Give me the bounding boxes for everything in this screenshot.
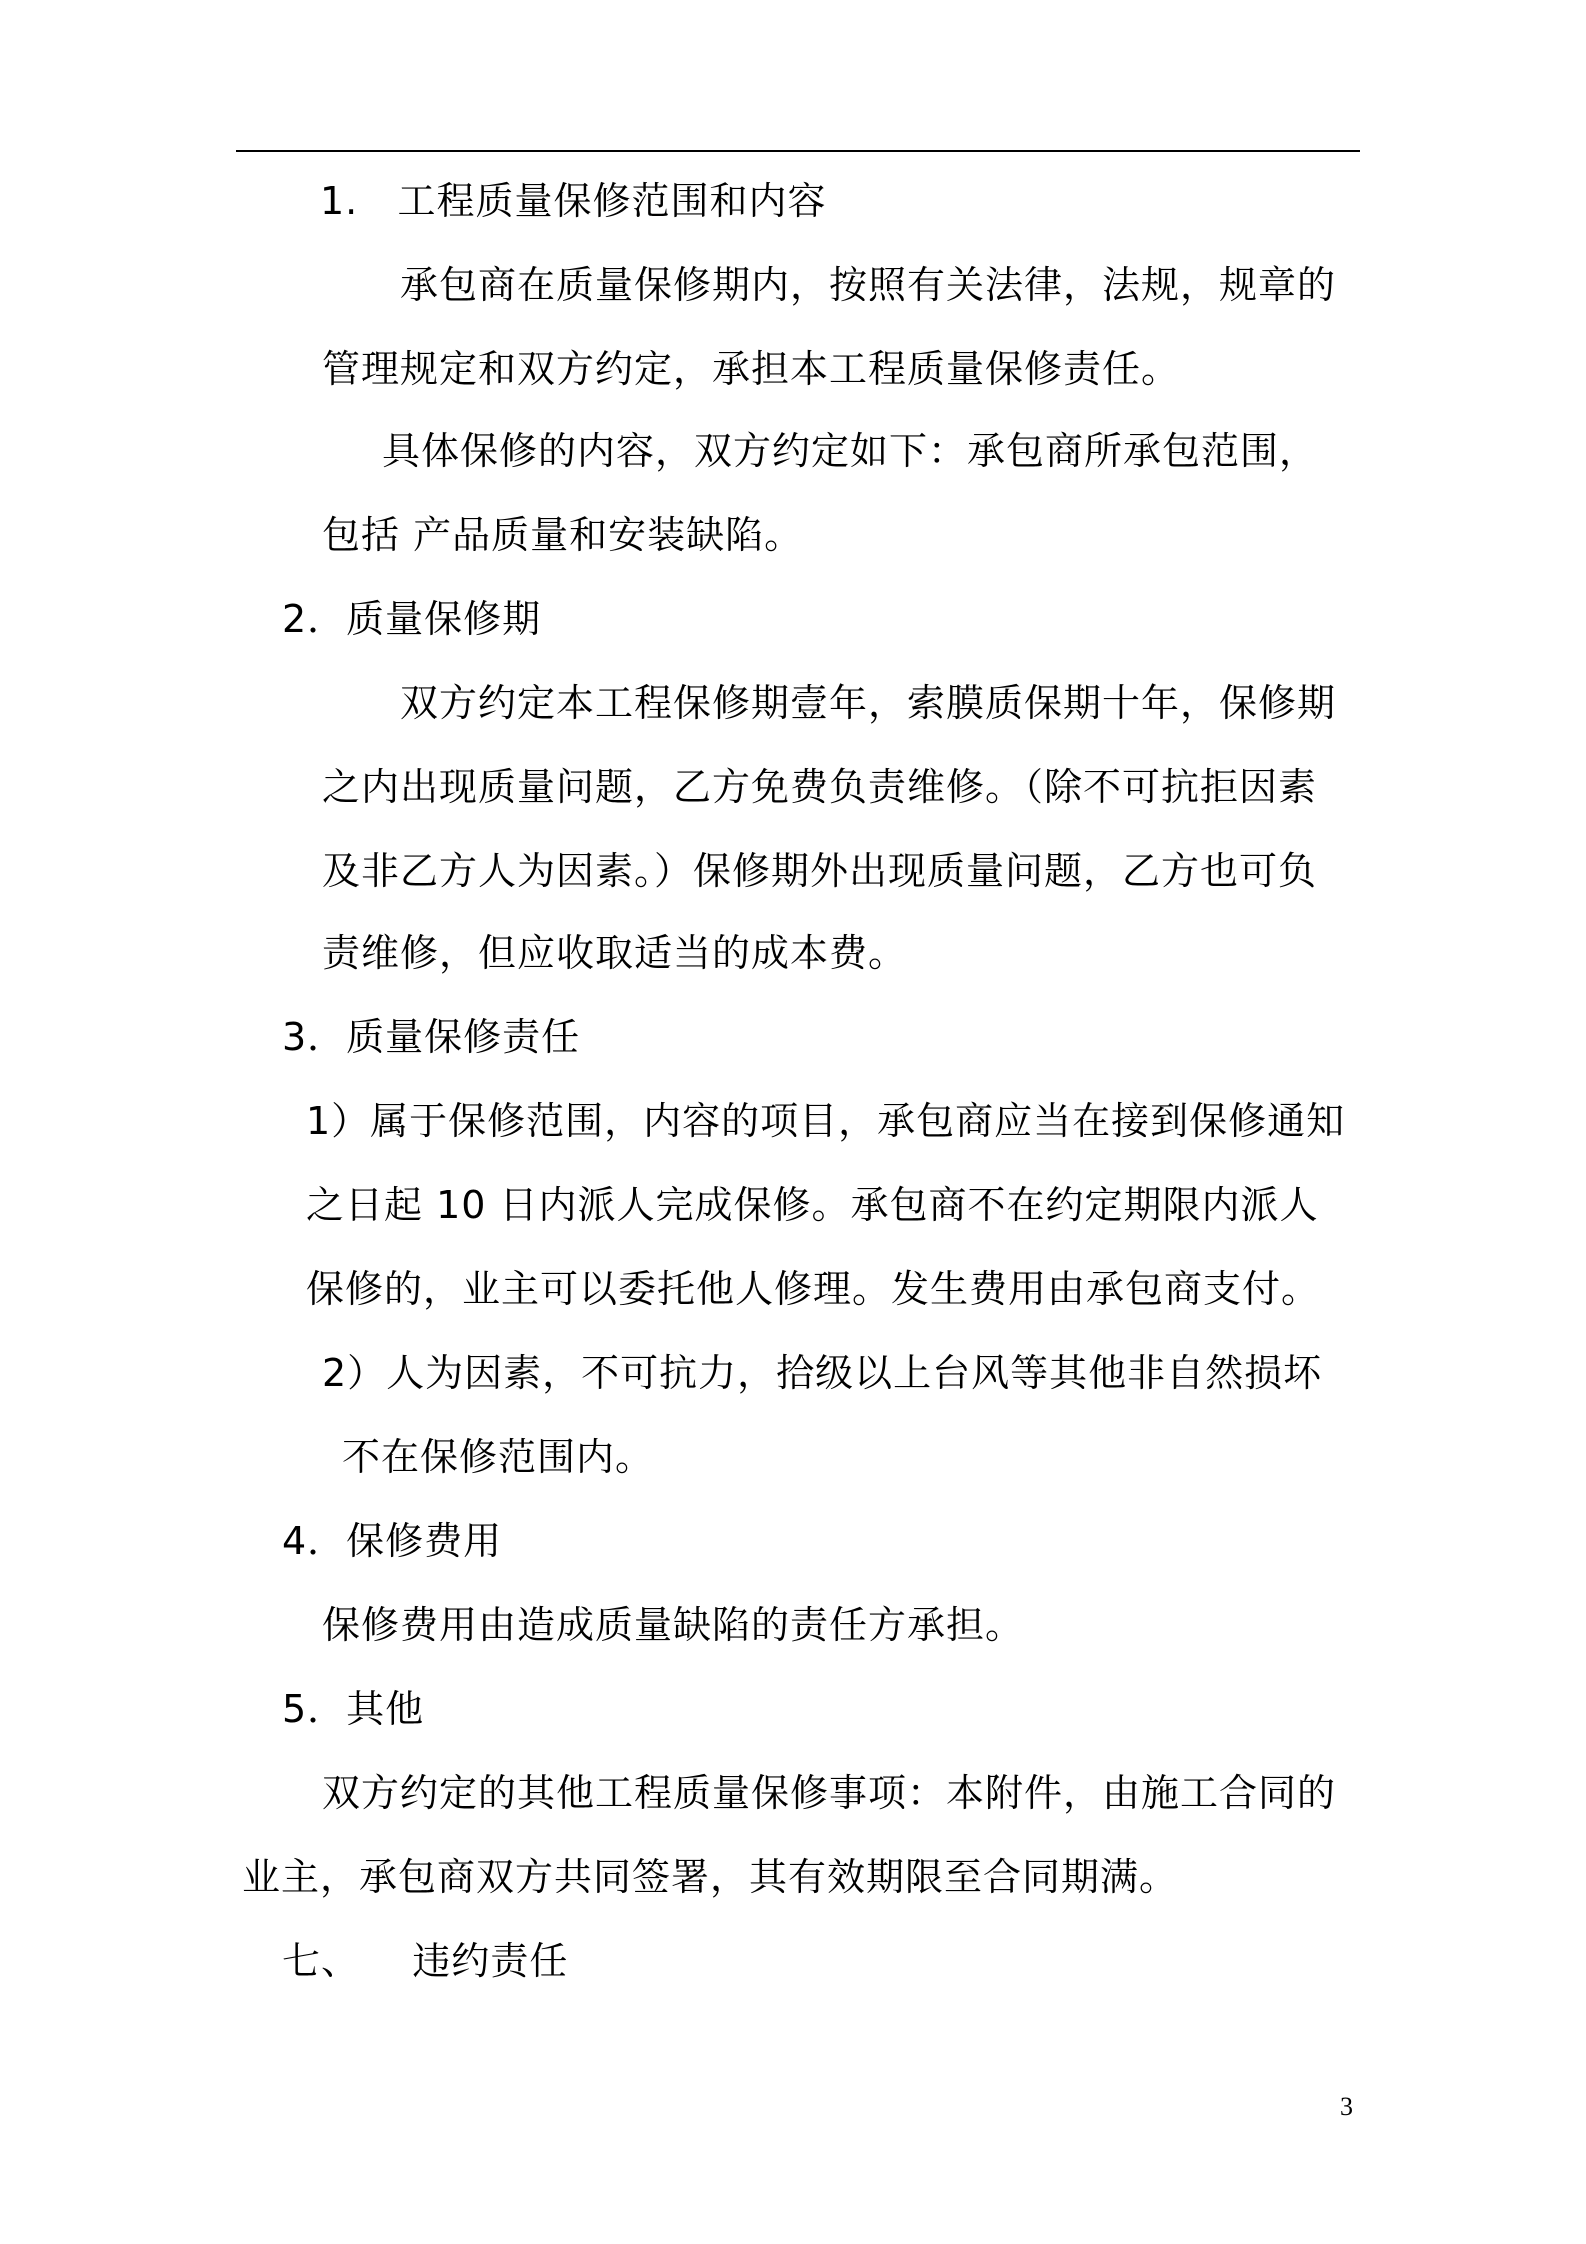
paragraph-line: 双方约定的其他工程质量保修事项：本附件，由施工合同的 [322, 1771, 1337, 1815]
section-heading-1: 1. 工程质量保修范围和内容 [320, 179, 827, 223]
paragraph-line: 1）属于保修范围，内容的项目，承包商应当在接到保修通知 [306, 1099, 1346, 1143]
section-heading-2: 2．质量保修期 [282, 597, 542, 641]
paragraph-line: 业主，承包商双方共同签署，其有效期限至合同期满。 [242, 1855, 1179, 1899]
paragraph-line: 管理规定和双方约定，承担本工程质量保修责任。 [322, 347, 1181, 391]
header-rule [236, 150, 1360, 152]
chapter-heading-7: 七、 违约责任 [282, 1939, 569, 1983]
paragraph-line: 2）人为因素，不可抗力，拾级以上台风等其他非自然损坏 [322, 1351, 1323, 1395]
paragraph-line: 具体保修的内容，双方约定如下：承包商所承包范围， [382, 429, 1319, 473]
paragraph-line: 双方约定本工程保修期壹年，索膜质保期十年，保修期 [400, 681, 1337, 725]
paragraph-line: 保修费用由造成质量缺陷的责任方承担。 [322, 1603, 1025, 1647]
paragraph-line: 责维修，但应收取适当的成本费。 [322, 931, 908, 975]
paragraph-line: 之日起 10 日内派人完成保修。承包商不在约定期限内派人 [306, 1183, 1319, 1227]
section-heading-4: 4．保修费用 [282, 1519, 503, 1563]
paragraph-line: 不在保修范围内。 [342, 1435, 655, 1479]
paragraph-line: 承包商在质量保修期内，按照有关法律，法规，规章的 [400, 263, 1337, 307]
page-number: 3 [1340, 2092, 1353, 2121]
section-heading-5: 5．其他 [282, 1687, 425, 1731]
paragraph-line: 之内出现质量问题，乙方免费负责维修。（除不可抗拒因素 [322, 765, 1318, 809]
section-heading-3: 3．质量保修责任 [282, 1015, 581, 1059]
paragraph-line: 保修的，业主可以委托他人修理。发生费用由承包商支付。 [306, 1267, 1321, 1311]
paragraph-line: 及非乙方人为因素。）保修期外出现质量问题，乙方也可负 [322, 849, 1318, 893]
paragraph-line: 包括 产品质量和安装缺陷。 [322, 513, 804, 557]
